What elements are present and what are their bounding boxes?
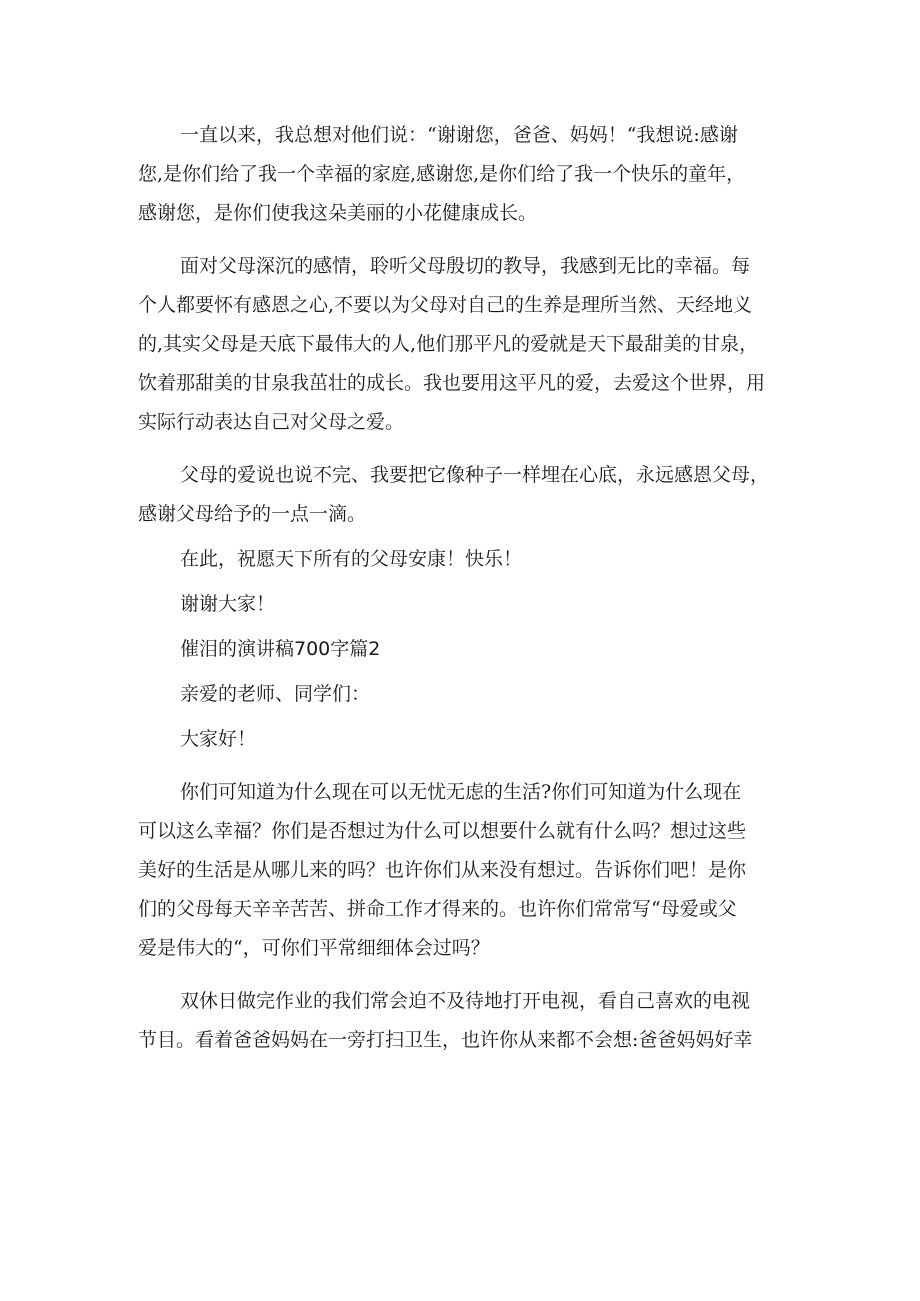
- text-line: 美好的生活是从哪儿来的吗？也许你们从来没有想过。告诉你们吧！是你: [138, 859, 747, 881]
- paragraph-blessing: [138, 540, 794, 579]
- text-line: 在此，祝愿天下所有的父母安康！快乐！: [180, 548, 523, 570]
- text-line: 感谢您，是你们使我这朵美丽的小花健康成长。: [138, 202, 538, 224]
- text-line: 可以这么幸福？你们是否想过为什么可以想要什么就有什么吗？想过这些: [138, 820, 747, 842]
- text-line: 双休日做完作业的我们常会迫不及待地打开电视，看自己喜欢的电视: [180, 990, 751, 1012]
- paragraph-thanks: [138, 585, 794, 624]
- text-line: 你们可知道为什么现在可以无忧无虑的生活?你们可知道为什么现在: [180, 781, 742, 803]
- text-line: 饮着那甜美的甘泉我茁壮的成长。我也要用这平凡的爱，去爱这个世界，用: [138, 372, 766, 394]
- section-heading: [138, 630, 794, 669]
- section-title: 催泪的演讲稿700字篇2: [180, 638, 381, 660]
- text-line: 们的父母每天辛辛苦苦、拼命工作才得来的。也许你们常常写“母爱或父: [138, 898, 737, 920]
- text-line: 的,其实父母是天底下最伟大的人,他们那平凡的爱就是天下最甜美的甘泉，: [138, 333, 759, 355]
- paragraph-questions: [138, 773, 794, 968]
- document-body: [138, 116, 794, 1060]
- paragraph-salutation: [138, 675, 794, 714]
- text-line: 亲爱的老师、同学们：: [180, 683, 371, 705]
- text-line: 节目。看着爸爸妈妈在一旁打扫卫生，也许你从来都不会想:爸爸妈妈好幸: [138, 1029, 753, 1051]
- paragraph-parents-love: [138, 247, 794, 442]
- text-line: 感谢父母给予的一点一滴。: [138, 503, 367, 525]
- paragraph-endless-love: [138, 456, 794, 534]
- text-line: 个人都要怀有感恩之心,不要以为父母对自己的生养是理所当然、天经地义: [138, 294, 753, 316]
- text-line: 实际行动表达自己对父母之爱。: [138, 411, 405, 433]
- text-line: 一直以来，我总想对他们说：“谢谢您，爸爸、妈妈！“我想说:感谢: [180, 124, 738, 146]
- text-line: 您,是你们给了我一个幸福的家庭,感谢您,是你们给了我一个快乐的童年，: [138, 163, 746, 185]
- text-line: 谢谢大家！: [180, 593, 276, 615]
- text-line: 爱是伟大的“，可你们平常细细体会过吗？: [138, 937, 490, 959]
- text-line: 面对父母深沉的感情，聆听父母殷切的教导，我感到无比的幸福。每: [180, 255, 751, 277]
- text-line: 大家好！: [180, 728, 257, 750]
- paragraph-weekend: [138, 982, 794, 1060]
- paragraph-greeting: [138, 720, 794, 759]
- paragraph-gratitude: [138, 116, 794, 233]
- text-line: 父母的爱说也说不完、我要把它像种子一样埋在心底，永远感恩父母，: [180, 464, 770, 486]
